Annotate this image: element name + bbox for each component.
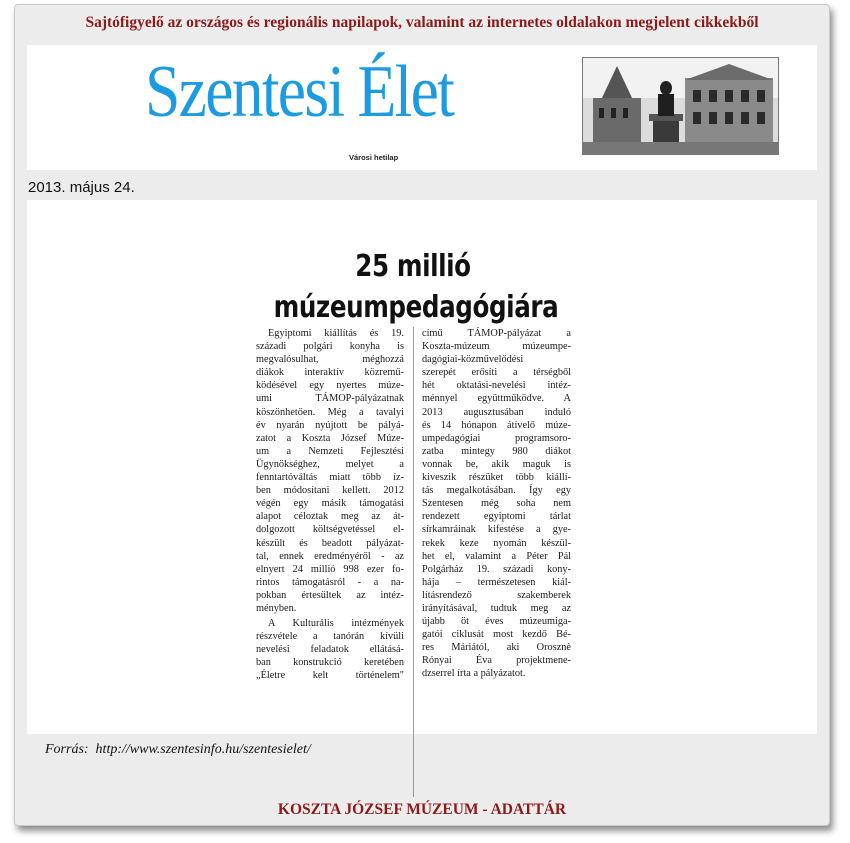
article-text-line: ményben. — [256, 602, 297, 614]
article-text-line: Rónyai Éva projektmene- — [422, 655, 571, 667]
page-frame — [14, 4, 830, 826]
article-text-line: Polgárház 19. századi kony- — [422, 563, 571, 575]
article-text-line: és 14 hónapon átívelő múze- — [422, 419, 571, 431]
article-text-line: év nyarán nyújtott be pályá- — [256, 419, 404, 431]
article-text-line: 2013 augusztusában induló — [422, 406, 571, 418]
article-text-line: ben módosítani kellett. 2012 — [256, 485, 404, 497]
article-text-line: ban konstrukció keretében — [256, 657, 404, 669]
article-text-line: rendezett egyiptomi tárlat — [422, 511, 571, 523]
article-text-line: nevelési feladatok ellátásá- — [256, 644, 404, 656]
article-text-line: sírkamráinak kifestése a gye- — [422, 524, 571, 536]
article-text-line: rekek keze nyomán készül- — [422, 537, 571, 549]
column-divider — [413, 327, 414, 797]
article-text-line: lításrendező szakemberek — [422, 589, 571, 601]
article-text-line: pokban értesültek az intéz- — [256, 589, 404, 601]
article-text-line: ködésével egy nyertes múze- — [256, 380, 404, 392]
headline-line: 25 millió — [355, 249, 471, 284]
article-text-line: alapot céloztak meg az át- — [256, 511, 404, 523]
statue-church-photo-icon — [582, 57, 779, 155]
newspaper-masthead — [27, 45, 817, 170]
article-text-line: ménnyel együttműködve. A — [422, 393, 571, 405]
article-text-line: umi TÁMOP-pályázatnak — [256, 393, 404, 405]
source-citation: Forrás: http://www.szentesinfo.hu/szentesielet/ — [45, 742, 311, 757]
masthead-title: Szentesi Élet — [145, 51, 454, 133]
article-text-line: A Kulturális intézmények — [268, 618, 404, 630]
article-text-line: hája – természetesen kiál- — [422, 576, 571, 588]
article-text-line: „Életre kelt történelem" — [256, 670, 404, 682]
article-text-line: Szentesen még soha nem — [422, 498, 571, 510]
article-text-line: diákok interaktív közremű- — [256, 367, 404, 379]
article-text-line: újabb öt éves múzeumiga- — [422, 616, 571, 628]
headline-line: múzeumpedagógiára — [273, 290, 559, 325]
article-text-line: című TÁMOP-pályázat a — [422, 328, 571, 339]
article-column-2 — [422, 327, 571, 681]
article-text-line: elnyert 24 millió 998 ezer fo- — [256, 563, 404, 575]
article-text-line: kiveszik részüket több kiállí- — [422, 472, 571, 484]
article-text-line: hét oktatási-nevelési intéz- — [422, 380, 571, 392]
article-text-line: Koszta-múzeum múzeumpe- — [422, 341, 571, 353]
article-text-line: megvalósulhat, méghozzá — [256, 354, 404, 366]
article-text-line: Egyiptomi kiállítás és 19. — [268, 328, 404, 339]
article-text-line: gatói ciklusát most kezdő Bé- — [422, 629, 571, 641]
article-headline — [273, 246, 559, 328]
article-clipping — [27, 200, 817, 734]
article-text-line: vonnak be, akik maguk is — [422, 458, 571, 470]
article-text-line: köszönhetően. Még a tavalyi — [256, 406, 404, 418]
article-column-1 — [256, 327, 404, 683]
article-text-line: részvétele a tanórán kívüli — [256, 631, 404, 643]
article-text-line: zatot a Koszta József Múze- — [256, 432, 404, 444]
article-text-line: dagógiai-közművelődési — [422, 354, 524, 366]
article-text-line: századi polgári konyha is — [256, 341, 404, 353]
publication-date: 2013. május 24. — [28, 179, 135, 196]
footer-banner: KOSZTA JÓZSEF MÚZEUM - ADATTÁR — [277, 801, 567, 818]
article-text-line: zatba mintegy 980 diákot — [422, 445, 571, 457]
article-text-line: végén egy másik támogatási — [256, 498, 404, 510]
top-banner: Sajtófigyelő az országos és regionális napilapok, valamint az internetes oldalakon megjelent cikkekből — [85, 14, 759, 31]
article-text-line: dzserrel írta a pályázatot. — [422, 668, 526, 680]
article-text-line: készült és beadott pályázat- — [256, 537, 404, 549]
article-text-line: het el, valamint a Péter Pál — [422, 550, 571, 562]
article-text-line: tal, ennek eredményéről - az — [256, 550, 404, 562]
article-text-line: szerepét erősíti a térségből — [422, 367, 571, 379]
article-text-line: irányításával, tudtuk meg az — [422, 602, 571, 614]
article-text-line: Ügynökséghez, melyet a — [256, 458, 404, 470]
article-text-line: umpedagógiai programsoro- — [422, 432, 571, 444]
article-text-line: um a Nemzeti Fejlesztési — [256, 445, 404, 457]
article-text-line: dolgozott költségvetéssel el- — [256, 524, 404, 536]
masthead-subtitle: Városi hetilap — [349, 153, 399, 162]
article-text-line: fenntartóváltás miatt több íz- — [256, 472, 404, 484]
article-text-line: res Máriától, aki Orosznè — [422, 642, 571, 654]
article-text-line: tás megalkotásában. Így egy — [422, 485, 571, 497]
article-text-line: rintos támogatásról - a na- — [256, 576, 404, 588]
